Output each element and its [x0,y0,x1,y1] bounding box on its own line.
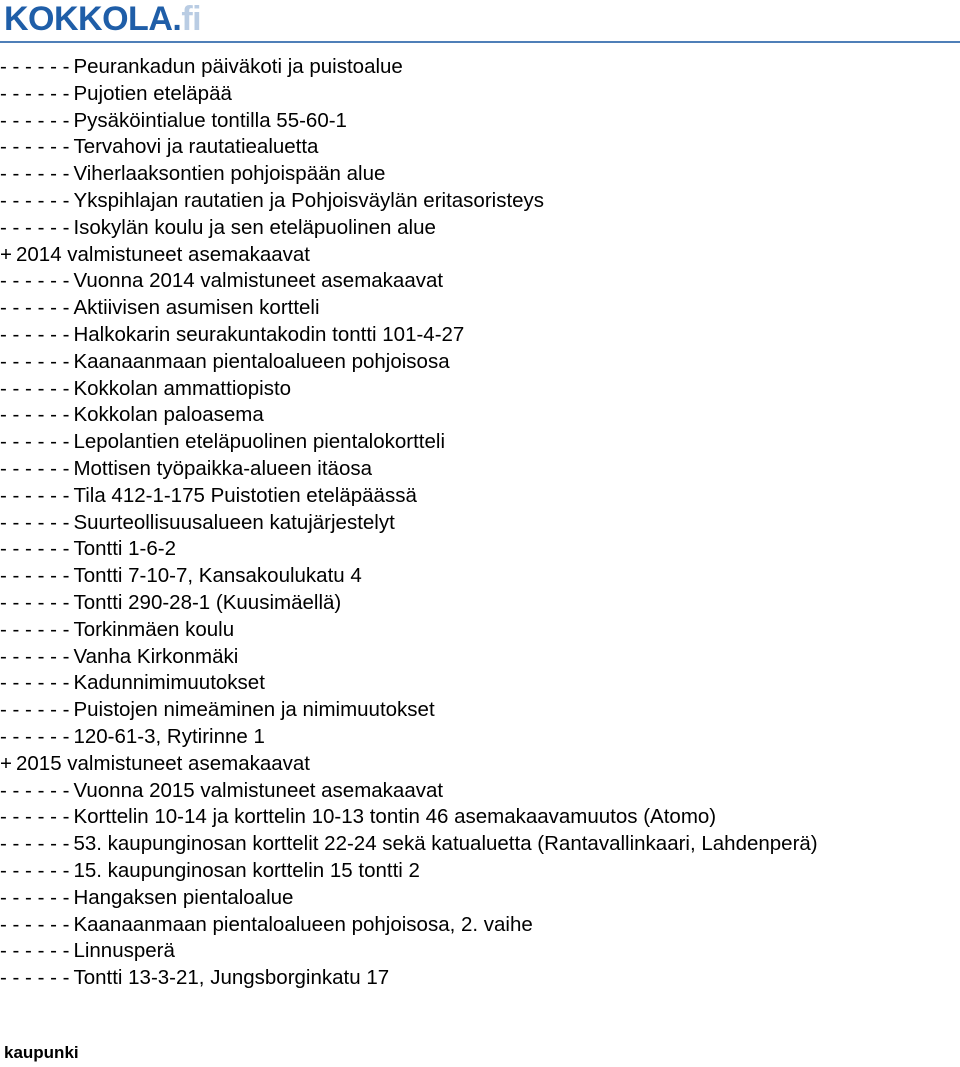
list-item-prefix: - - - - - - [0,349,70,373]
list-item[interactable] [0,831,818,858]
list-item[interactable] [0,804,818,831]
list-item-label: Viherlaaksontien pohjoispään alue [73,162,386,186]
header-divider [0,41,960,43]
list-item[interactable] [0,536,818,563]
list-item-label: 15. kaupunginosan korttelin 15 tontti 2 [73,858,420,882]
list-item-prefix: - - - - - - [0,885,70,909]
list-item-label: Hangaksen pientaloalue [73,885,294,909]
list-item-prefix: - - - - - - [0,617,70,641]
logo-main-text: KOKKOLA [4,0,173,38]
list-item-prefix: - - - - - - [0,590,70,614]
list-item[interactable] [0,885,818,912]
list-item-label: 2015 valmistuneet asemakaavat [15,751,310,775]
list-item-label: Pujotien eteläpää [73,81,232,105]
list-item[interactable] [0,510,818,537]
list-item-label: Kokkolan paloasema [73,403,264,427]
list-item[interactable] [0,429,818,456]
list-item-label: Korttelin 10-14 ja korttelin 10-13 tontin 46 asemakaavamuutos (Atomo) [73,805,717,829]
list-item[interactable] [0,402,818,429]
list-item-label: Isokylän koulu ja sen eteläpuolinen alue [73,215,436,239]
list-item-label: Halkokarin seurakuntakodin tontti 101-4-27 [73,322,465,346]
list-item[interactable] [0,349,818,376]
list-item-label: Ykspihlajan rautatien ja Pohjoisväylän eritasoristeys [73,188,545,212]
list-item[interactable] [0,108,818,135]
list-item-prefix: - - - - - - [0,832,70,856]
list-item-prefix: - - - - - - [0,403,70,427]
list-item[interactable] [0,858,818,885]
list-item-label: Peurankadun päiväkoti ja puistoalue [73,55,403,78]
list-item-label: Puistojen nimeäminen ja nimimuutokset [73,698,435,722]
logo-dot: . [172,0,182,38]
list-item-prefix: + [0,242,12,266]
list-item[interactable] [0,590,818,617]
list-item-label: Kokkolan ammattiopisto [73,376,292,400]
list-item-prefix: - - - - - - [0,135,70,159]
list-item-prefix: - - - - - - [0,805,70,829]
list-item-prefix: - - - - - - [0,644,70,668]
list-item-label: Kaanaanmaan pientaloalueen pohjoisosa [73,349,450,373]
list-item[interactable] [0,81,818,108]
list-item[interactable] [0,188,818,215]
list-item[interactable] [0,268,818,295]
list-item-label: Tervahovi ja rautatiealuetta [73,135,319,159]
list-item-prefix: - - - - - - [0,430,70,454]
list-item-prefix: - - - - - - [0,376,70,400]
list-item-prefix: - - - - - - [0,778,70,802]
list-item-label: Tontti 7-10-7, Kansakoulukatu 4 [73,564,362,588]
list-item[interactable] [0,456,818,483]
list-item-label: 53. kaupunginosan korttelit 22-24 sekä katualuetta (Rantavallinkaari, Lahdenperä) [73,832,818,856]
list-item-label: Kadunnimimuutokset [73,671,265,695]
footer-label: kaupunki [4,1043,79,1062]
list-item-prefix: - - - - - - [0,322,70,346]
list-item[interactable] [0,724,818,751]
list-item-prefix: - - - - - - [0,269,70,293]
list-item-prefix: - - - - - - [0,858,70,882]
list-item[interactable] [0,376,818,403]
list-item-prefix: - - - - - - [0,939,70,963]
list-item-prefix: - - - - - - [0,698,70,722]
group-heading[interactable] [0,751,818,778]
list-item-label: Suurteollisuusalueen katujärjestelyt [73,510,395,534]
list-item[interactable] [0,161,818,188]
list-item-label: Vanha Kirkonmäki [73,644,239,668]
list-item[interactable] [0,938,818,965]
list-item-label: Aktiivisen asumisen kortteli [73,296,320,320]
list-item-label: Vuonna 2015 valmistuneet asemakaavat [73,778,444,802]
list-item-prefix: - - - - - - [0,162,70,186]
list-item-label: Torkinmäen koulu [73,617,235,641]
list-item-label: Linnusperä [73,939,175,963]
group-heading[interactable] [0,242,818,269]
list-item[interactable] [0,670,818,697]
list-item[interactable] [0,563,818,590]
list-item-prefix: - - - - - - [0,215,70,239]
list-item[interactable] [0,215,818,242]
list-item[interactable] [0,965,818,992]
list-item-label: Vuonna 2014 valmistuneet asemakaavat [73,269,444,293]
list-item-prefix: - - - - - - [0,456,70,480]
list-item-prefix: - - - - - - [0,108,70,132]
list-item[interactable] [0,295,818,322]
plan-list [0,54,818,992]
list-item[interactable] [0,912,818,939]
list-item-prefix: - - - - - - [0,188,70,212]
list-item[interactable] [0,697,818,724]
list-item-prefix: - - - - - - [0,671,70,695]
list-item-prefix: + [0,751,12,775]
list-item-label: Tontti 13-3-21, Jungsborginkatu 17 [73,966,390,990]
list-item-prefix: - - - - - - [0,483,70,507]
list-item[interactable] [0,617,818,644]
logo-tld-text: fi [181,0,202,38]
list-item-prefix: - - - - - - [0,510,70,534]
list-item-label: Tontti 1-6-2 [73,537,177,561]
list-item[interactable] [0,134,818,161]
list-item-prefix: - - - - - - [0,537,70,561]
list-item-prefix: - - - - - - [0,912,70,936]
list-item[interactable] [0,644,818,671]
list-item-label: Kaanaanmaan pientaloalueen pohjoisosa, 2. vaihe [73,912,533,936]
list-item-label: Lepolantien eteläpuolinen pientalokortteli [73,430,446,454]
list-item[interactable] [0,778,818,805]
list-item-label: 2014 valmistuneet asemakaavat [15,242,310,266]
list-item-prefix: - - - - - - [0,296,70,320]
list-item-label: 120-61-3, Rytirinne 1 [73,724,265,748]
list-item-prefix: - - - - - - [0,966,70,990]
list-item[interactable] [0,483,818,510]
list-item-label: Mottisen työpaikka-alueen itäosa [73,456,373,480]
list-item-prefix: - - - - - - [0,81,70,105]
list-item-prefix: - - - - - - [0,724,70,748]
list-item-prefix: - - - - - - [0,55,70,78]
list-item-prefix: - - - - - - [0,564,70,588]
list-item-label: Tontti 290-28-1 (Kuusimäellä) [73,590,342,614]
list-item-label: Pysäköintialue tontilla 55-60-1 [73,108,347,132]
list-item[interactable] [0,54,818,81]
list-item[interactable] [0,322,818,349]
list-item-label: Tila 412-1-175 Puistotien eteläpäässä [73,483,417,507]
kokkola-logo[interactable] [4,0,201,38]
